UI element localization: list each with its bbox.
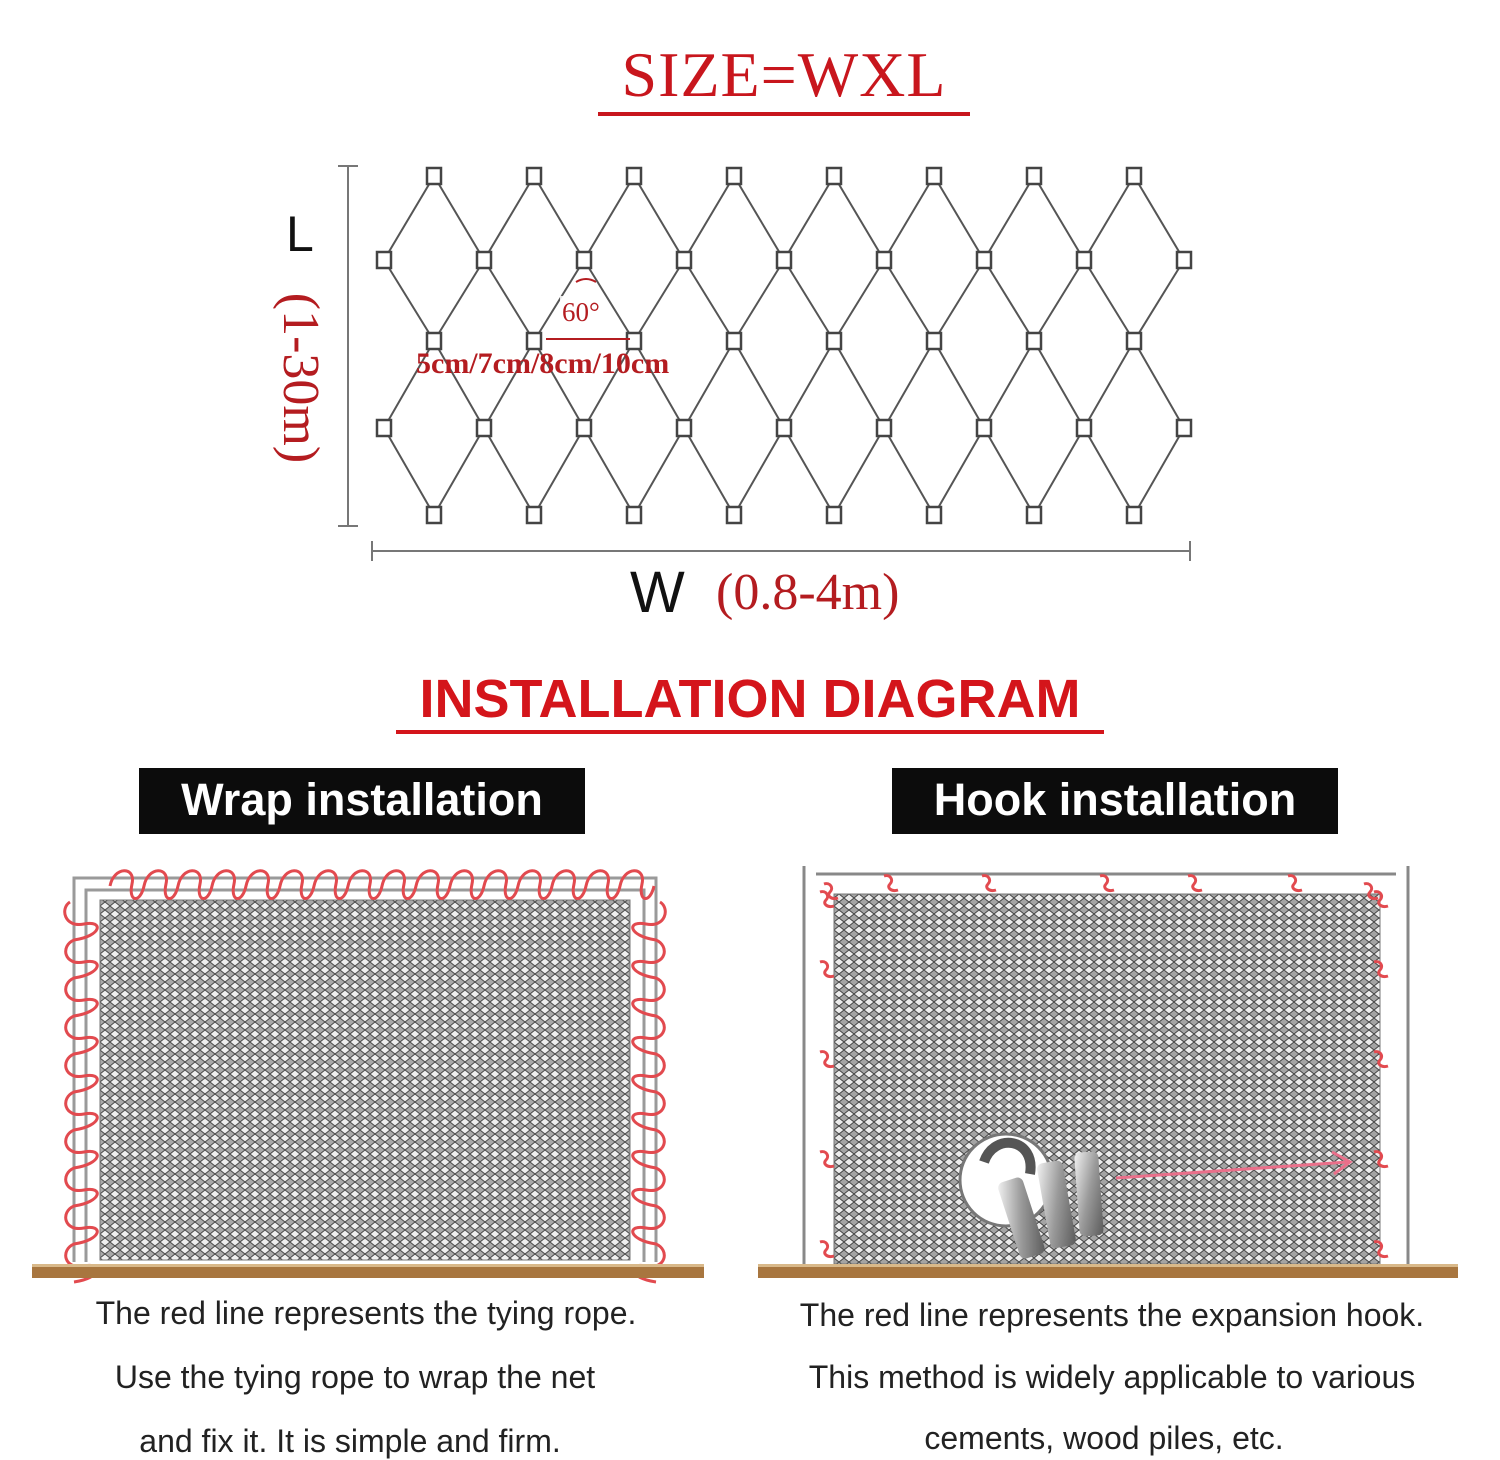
- mesh-knot: [727, 333, 741, 349]
- mesh-wire: [934, 176, 984, 260]
- mesh-knot: [827, 168, 841, 184]
- length-dimension-line: [338, 166, 358, 526]
- mesh-wire: [484, 428, 534, 515]
- hook-caption-line-1: The red line represents the expansion hook.: [799, 1297, 1425, 1333]
- hook-mark: [1188, 876, 1202, 891]
- mesh-wire: [684, 428, 734, 515]
- mesh-wire: [784, 341, 834, 428]
- angle-label: 60°: [562, 297, 600, 327]
- mesh-knot: [1127, 168, 1141, 184]
- mesh-wire: [384, 260, 434, 341]
- mesh-knot: [627, 507, 641, 523]
- mesh-wire: [484, 260, 534, 341]
- hook-caption-line-3: cements, wood piles, etc.: [924, 1420, 1284, 1456]
- mesh-wire: [1134, 176, 1184, 260]
- wrap-installation-badge: Wrap installation: [139, 768, 585, 834]
- mesh-wire: [634, 176, 684, 260]
- mesh-wire: [534, 176, 584, 260]
- mesh-wire: [484, 176, 534, 260]
- hook-mark: [820, 1052, 834, 1067]
- mesh-wire: [884, 176, 934, 260]
- mesh-wire: [934, 341, 984, 428]
- hook-installation-badge: Hook installation: [892, 768, 1338, 834]
- mesh-knot: [1077, 252, 1091, 268]
- mesh-knot: [427, 507, 441, 523]
- mesh-wire: [1134, 428, 1184, 515]
- mesh-wire: [884, 341, 934, 428]
- hook-installation-illustration: [744, 862, 1464, 1287]
- mesh-wire: [584, 428, 634, 515]
- width-dimension-line: [372, 541, 1190, 561]
- mesh-knot: [477, 420, 491, 436]
- mesh-wire: [1034, 341, 1084, 428]
- wrap-caption-line-1: The red line represents the tying rope.: [95, 1295, 637, 1331]
- mesh-wire: [384, 176, 434, 260]
- mesh-wire: [684, 176, 734, 260]
- mesh-knot: [927, 333, 941, 349]
- mesh-wire: [1084, 260, 1134, 341]
- mesh-wire: [584, 176, 634, 260]
- mesh-knot: [677, 252, 691, 268]
- mesh-wire: [1134, 260, 1184, 341]
- mesh-size-label: 5cm/7cm/8cm/10cm: [416, 347, 670, 380]
- mesh-wire: [384, 428, 434, 515]
- hook-mark: [1100, 876, 1114, 891]
- mesh-wire: [1034, 260, 1084, 341]
- mesh-wire: [1084, 176, 1134, 260]
- hook-net: [834, 894, 1380, 1264]
- width-letter: W: [630, 560, 685, 625]
- mesh-knot: [677, 420, 691, 436]
- hook-mark: [820, 962, 834, 977]
- mesh-knot: [727, 168, 741, 184]
- mesh-wire: [784, 260, 834, 341]
- wrap-net: [100, 900, 630, 1260]
- wrap-caption-line-3: and fix it. It is simple and firm.: [139, 1423, 561, 1459]
- mesh-knot: [477, 252, 491, 268]
- width-range-label: (0.8-4m): [716, 564, 900, 621]
- mesh-knot: [1177, 420, 1191, 436]
- mesh-knot: [427, 168, 441, 184]
- mesh-wire: [984, 176, 1034, 260]
- installation-title: INSTALLATION DIAGRAM: [396, 668, 1104, 734]
- mesh-knot: [1177, 252, 1191, 268]
- mesh-wire: [934, 260, 984, 341]
- size-title: SIZE=WXL: [598, 38, 970, 116]
- mesh-wire: [984, 428, 1034, 515]
- mesh-wire: [984, 341, 1034, 428]
- mesh-knot: [1027, 507, 1041, 523]
- tying-rope-left: [65, 902, 98, 1282]
- mesh-knot: [577, 420, 591, 436]
- mesh-wire: [734, 341, 784, 428]
- mesh-knot: [877, 420, 891, 436]
- mesh-wire: [634, 428, 684, 515]
- mesh-knot: [827, 507, 841, 523]
- mesh-wire: [1084, 341, 1134, 428]
- mesh-knot: [1027, 168, 1041, 184]
- mesh-wire: [734, 428, 784, 515]
- mesh-wire: [834, 428, 884, 515]
- wrap-caption-line-2: Use the tying rope to wrap the net: [114, 1359, 596, 1395]
- mesh-wire: [534, 428, 584, 515]
- mesh-knot: [377, 252, 391, 268]
- mesh-wire: [1084, 428, 1134, 515]
- mesh-wire: [784, 176, 834, 260]
- mesh-knot: [527, 168, 541, 184]
- mesh-wire: [784, 428, 834, 515]
- mesh-wire: [884, 428, 934, 515]
- mesh-wire: [434, 176, 484, 260]
- length-letter: L: [286, 206, 314, 262]
- mesh-knot: [1027, 333, 1041, 349]
- mesh-knot: [627, 168, 641, 184]
- mesh-wire: [834, 260, 884, 341]
- mesh-knot: [927, 168, 941, 184]
- mesh-wire: [934, 428, 984, 515]
- mesh-knot: [777, 420, 791, 436]
- mesh-knot: [1127, 507, 1141, 523]
- mesh-knot: [527, 507, 541, 523]
- mesh-wire: [884, 260, 934, 341]
- hook-mark: [820, 1242, 834, 1257]
- hook-mark: [884, 876, 898, 891]
- mesh-knot: [927, 507, 941, 523]
- wrap-installation-illustration: [30, 862, 710, 1287]
- tying-rope-right: [633, 902, 666, 1282]
- mesh-wire: [734, 176, 784, 260]
- mesh-diagram: [0, 150, 1500, 570]
- mesh-wire: [684, 341, 734, 428]
- mesh-knot: [977, 420, 991, 436]
- mesh-wire: [434, 428, 484, 515]
- tying-rope-top: [110, 871, 654, 899]
- hook-caption-line-2: This method is widely applicable to various: [808, 1359, 1416, 1395]
- mesh-wire: [1034, 428, 1084, 515]
- mesh-wire: [1134, 341, 1184, 428]
- mesh-wire: [434, 260, 484, 341]
- mesh-wire: [984, 260, 1034, 341]
- mesh-wire: [634, 260, 684, 341]
- mesh-knot: [827, 333, 841, 349]
- mesh-wire: [1034, 176, 1084, 260]
- mesh-knot: [1127, 333, 1141, 349]
- mesh-wire: [684, 260, 734, 341]
- mesh-knot: [1077, 420, 1091, 436]
- hook-mark: [1288, 876, 1302, 891]
- mesh-wire: [734, 260, 784, 341]
- mesh-knot: [777, 252, 791, 268]
- mesh-wire: [834, 341, 884, 428]
- mesh-wire: [834, 176, 884, 260]
- hook-mark: [820, 1152, 834, 1167]
- mesh-knot: [727, 507, 741, 523]
- mesh-knot: [577, 252, 591, 268]
- hook-mark: [982, 876, 996, 891]
- mesh-knot: [877, 252, 891, 268]
- mesh-knot: [377, 420, 391, 436]
- length-range-text: (1-30m): [272, 292, 329, 464]
- mesh-knot: [977, 252, 991, 268]
